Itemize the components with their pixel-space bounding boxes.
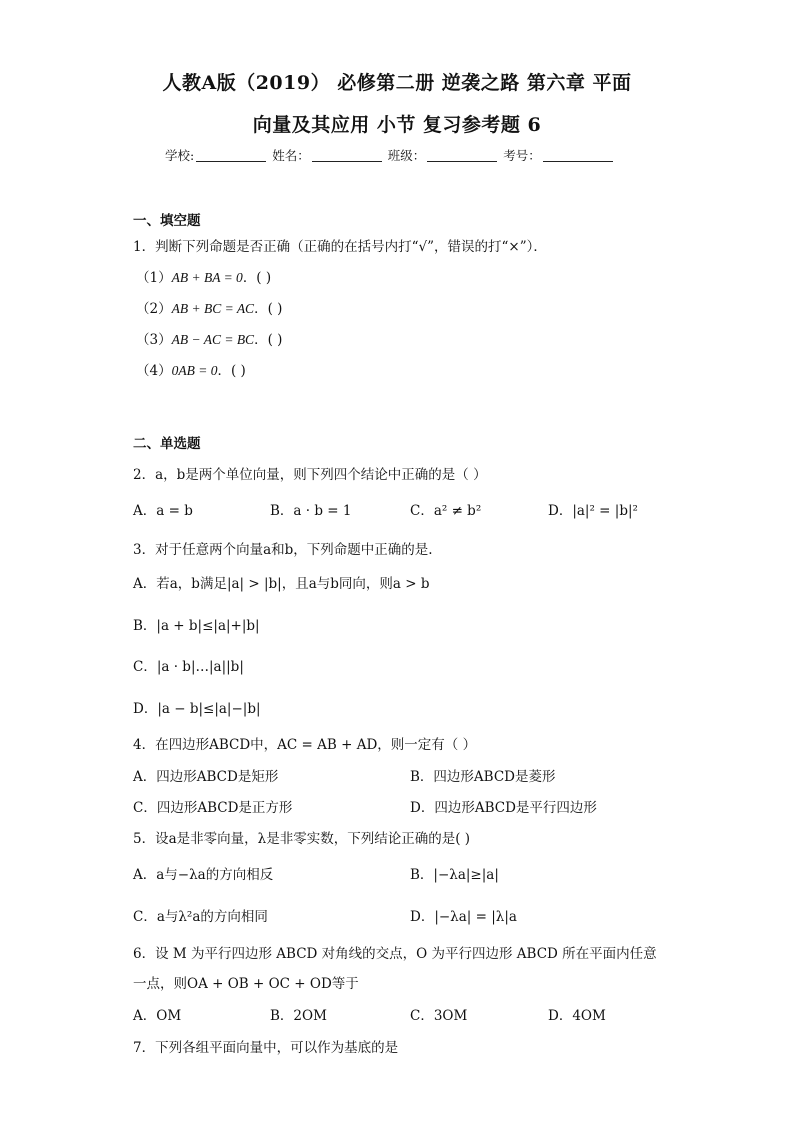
q5-option-a[interactable]: A．a与−λa的方向相反 [133,867,274,883]
q1-item-2: （2）AB + BC = AC．( ) [136,301,283,317]
school-blank[interactable] [196,149,266,162]
section-heading-single-choice: 二、单选题 [133,436,201,452]
name-label: 姓名： [272,148,310,163]
question-6-stem-line-2: 一点，则OA + OB + OC + OD等于 [133,976,359,992]
q6-option-c[interactable]: C．3OM [410,1008,468,1024]
number-label: 考号： [503,148,541,163]
q3-option-c[interactable]: C．|a · b|…|a||b| [133,659,244,675]
q2-option-b[interactable]: B．a · b = 1 [270,503,352,519]
q1-item-1: （1）AB + BA = 0．( ) [136,270,272,286]
q5-option-b[interactable]: B．|−λa|≥|a| [410,867,499,883]
q6-option-d[interactable]: D．4OM [548,1008,606,1024]
name-blank[interactable] [312,149,382,162]
title-line-2: 向量及其应用 小节 复习参考题 6 [252,114,542,136]
q5-option-d[interactable]: D．|−λa| = |λ|a [410,909,517,925]
question-7-stem: 7．下列各组平面向量中，可以作为基底的是 [133,1040,399,1056]
question-6-stem-line-1: 6．设 M 为平行四边形 ABCD 对角线的交点，O 为平行四边形 ABCD 所在平面内任意 [133,946,657,962]
q1-item-4: （4）0AB = 0．( ) [136,363,246,379]
question-4-stem: 4．在四边形ABCD中，AC = AB + AD，则一定有（ ） [133,737,477,753]
q2-option-a[interactable]: A．a = b [133,503,193,519]
q4-option-d[interactable]: D．四边形ABCD是平行四边形 [410,800,597,816]
q2-option-c[interactable]: C．a² ≠ b² [410,503,482,519]
q5-option-c[interactable]: C．a与λ²a的方向相同 [133,909,268,925]
title-line-1: 人教A版（2019） 必修第二册 逆袭之路 第六章 平面 [162,72,632,94]
class-blank[interactable] [427,149,497,162]
q2-option-d[interactable]: D．|a|² = |b|² [548,503,638,519]
question-5-stem: 5．设a是非零向量，λ是非零实数，下列结论正确的是( ) [133,831,471,847]
q3-option-b[interactable]: B．|a + b|≤|a|+|b| [133,618,260,634]
section-heading-fill-in: 一、填空题 [133,213,201,229]
question-1-stem: 1．判断下列命题是否正确（正确的在括号内打“√”，错误的打“×”）． [133,239,547,255]
question-2-stem: 2．a，b是两个单位向量，则下列四个结论中正确的是（ ） [133,467,487,483]
q4-option-b[interactable]: B．四边形ABCD是菱形 [410,769,556,785]
q4-option-a[interactable]: A．四边形ABCD是矩形 [133,769,279,785]
q1-item-3: （3）AB − AC = BC．( ) [136,332,283,348]
question-3-stem: 3．对于任意两个向量a和b，下列命题中正确的是. [133,542,433,558]
q4-option-c[interactable]: C．四边形ABCD是正方形 [133,800,293,816]
class-label: 班级： [387,148,426,163]
school-label: 学校: [165,148,195,163]
q3-option-a[interactable]: A．若a，b满足|a| > |b|，且a与b同向，则a > b [133,576,430,592]
student-info-row [165,146,615,164]
q3-option-d[interactable]: D．|a − b|≤|a|−|b| [133,701,261,717]
q6-option-a[interactable]: A．OM [133,1008,182,1024]
number-blank[interactable] [543,149,613,162]
q6-option-b[interactable]: B．2OM [270,1008,327,1024]
